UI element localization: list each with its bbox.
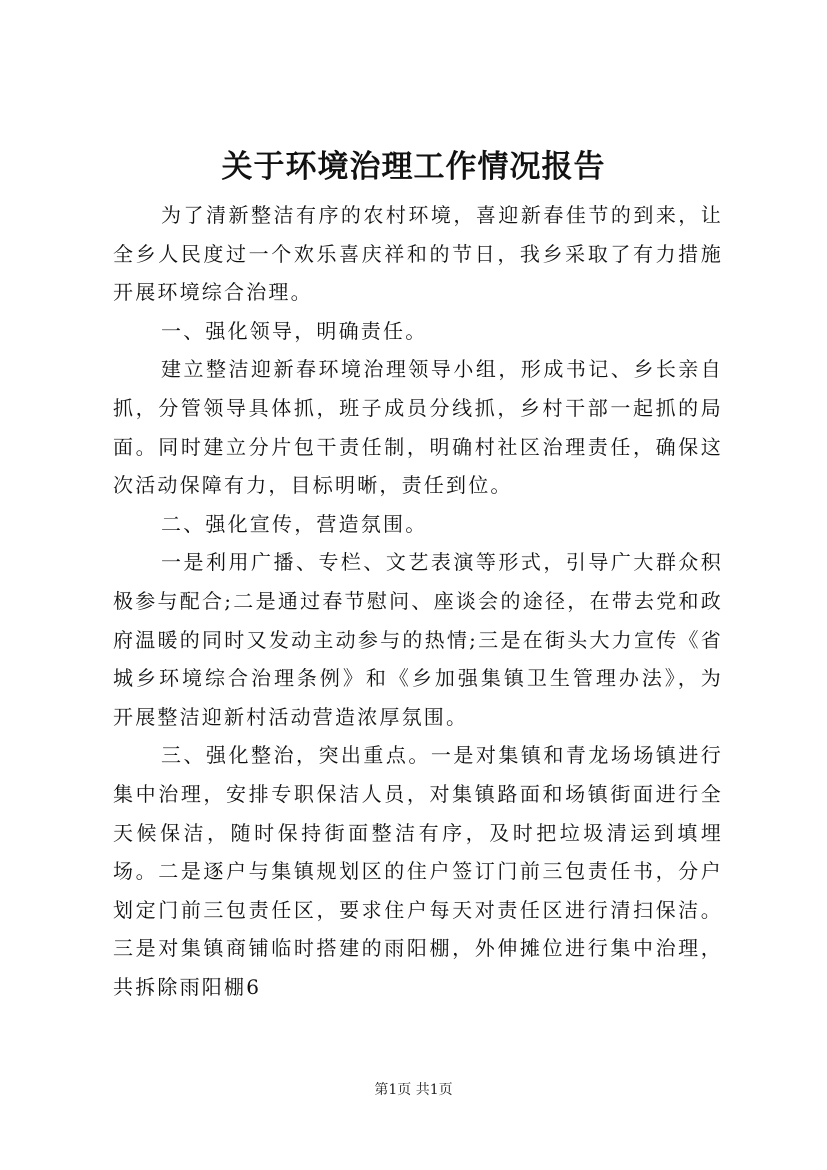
paragraph-leadership: 建立整洁迎新春环境治理领导小组，形成书记、乡长亲自抓，分管领导具体抓，班子成员分线抓，乡村干部一起抓的局面。同时建立分片包干责任制，明确村社区治理责任，确保这次活动保障有力，目标明晰，责任到位。: [113, 357, 723, 498]
paragraph-intro: 为了清新整洁有序的农村环境，喜迎新春佳节的到来，让全乡人民度过一个欢乐喜庆祥和的节日，我乡采取了有力措施开展环境综合治理。: [113, 203, 723, 305]
page-title: 关于环境治理工作情况报告: [221, 149, 606, 185]
document-body: [113, 196, 723, 1006]
paragraph-remediation: 三、强化整治，突出重点。一是对集镇和青龙场场镇进行集中治理，安排专职保洁人员，对集镇路面和场镇街面进行全天候保洁，随时保持街面整洁有序，及时把垃圾清运到填埋场。二是逐户与集镇规划区的住户签订门前三包责任书，分户划定门前三包责任区，要求住户每天对责任区进行清扫保洁。三是对集镇商铺临时搭建的雨阳棚，外伸摊位进行集中治理，共拆除雨阳棚6: [113, 743, 723, 999]
section-heading-2: 二、强化宣传，营造氛围。: [161, 511, 428, 536]
paragraph-publicity: 一是利用广播、专栏、文艺表演等形式，引导广大群众积极参与配合;二是通过春节慰问、座谈会的途径，在带去党和政府温暖的同时又发动主动参与的热情;三是在街头大力宣传《省城乡环境综合治理条例》和《乡加强集镇卫生管理办法》，为开展整洁迎新村活动营造浓厚氛围。: [113, 550, 723, 729]
section-heading-1: 一、强化领导，明确责任。: [161, 318, 428, 343]
page-number-footer: 第1页 共1页: [374, 1082, 453, 1098]
